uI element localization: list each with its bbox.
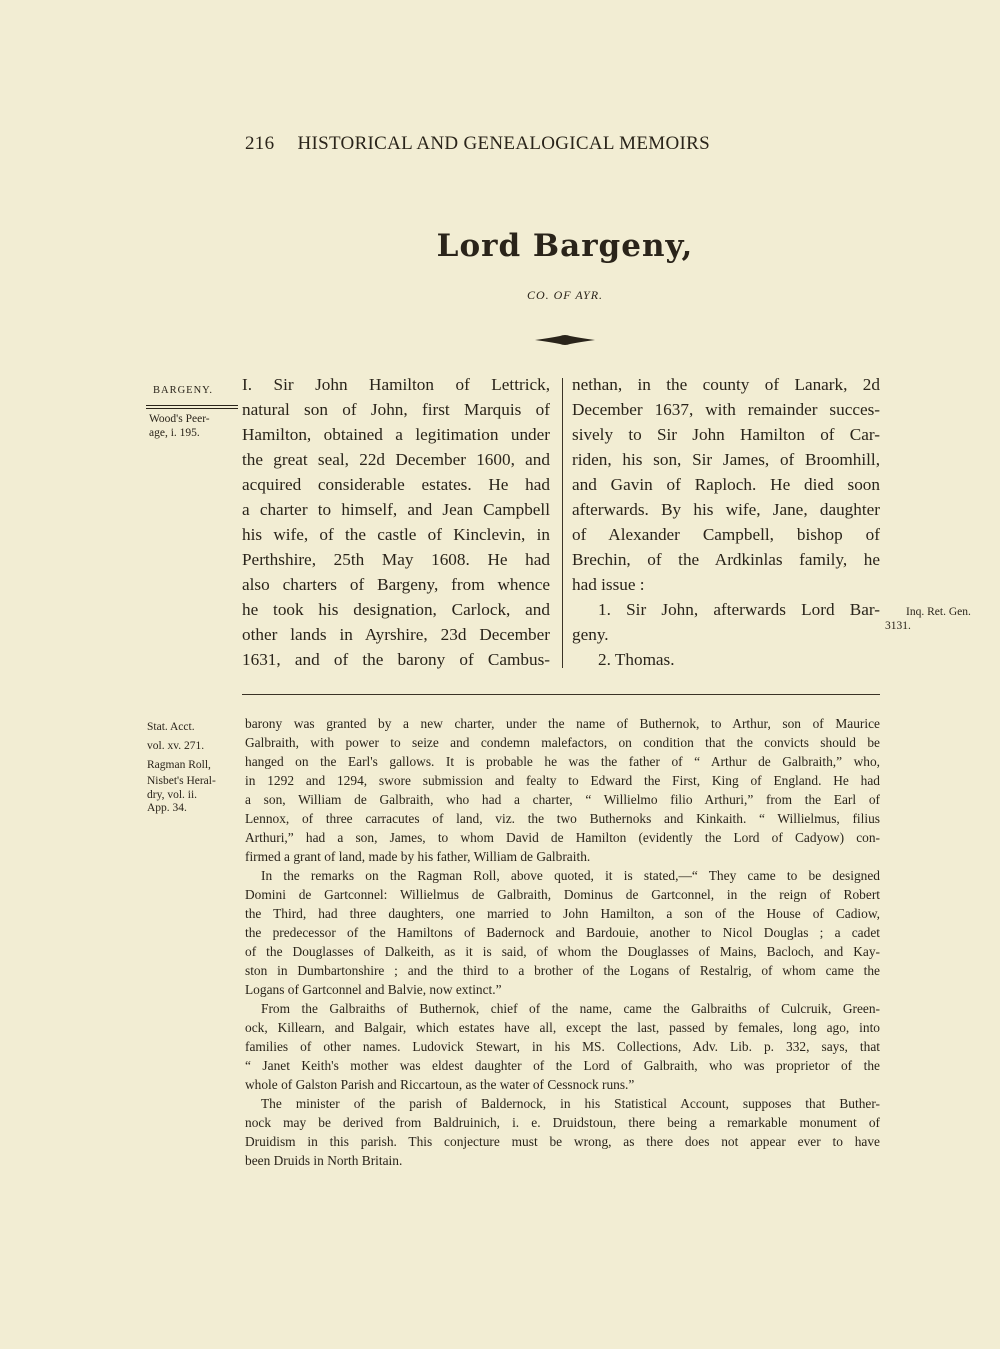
margin-note-line: vol. xv. 271. bbox=[147, 740, 205, 752]
text-line: other lands in Ayrshire, 23d December bbox=[242, 625, 550, 644]
text-line: sively to Sir John Hamilton of Car- bbox=[572, 425, 880, 444]
text-line: riden, his son, Sir James, of Broomhill, bbox=[572, 450, 880, 469]
text-line: a son, William de Galbraith, who had a charter, “ Willielmo filio Arthuri,” from the Earl of bbox=[245, 792, 880, 807]
page-number: 216 bbox=[245, 133, 275, 154]
text-line: From the Galbraiths of Buthernok, chief of the name, came the Galbraiths of Culcruik, Green- bbox=[261, 1001, 880, 1016]
margin-note-inq bbox=[885, 605, 971, 633]
text-line: 1631, and of the barony of Cambus- bbox=[242, 650, 550, 669]
text-line: “ Janet Keith's mother was eldest daughter of the Lord of Galbraith, who was proprietor of the bbox=[245, 1058, 880, 1073]
text-line: also charters of Bargeny, from whence bbox=[242, 575, 550, 594]
text-line: families of other names. Ludovick Stewart, in his MS. Collections, Adv. Lib. p. 332, says, that bbox=[245, 1039, 880, 1054]
text-line: 1. Sir John, afterwards Lord Bar- bbox=[598, 600, 880, 619]
text-line: Perthshire, 25th May 1608. He had bbox=[242, 550, 550, 569]
text-line: natural son of John, first Marquis of bbox=[242, 400, 550, 419]
margin-note-line: Stat. Acct. bbox=[147, 721, 195, 733]
margin-note-line: Nisbet's Heral- bbox=[147, 775, 216, 787]
text-line: had issue : bbox=[572, 575, 645, 594]
text-line: in 1292 and 1294, swore submission and fealty to Edward the First, King of England. He had bbox=[245, 773, 880, 788]
text-line: and Gavin of Raploch. He died soon bbox=[572, 475, 880, 494]
text-line: Lennox, of three carracutes of land, viz. the two Buthernoks and Kinkaith. “ Willielmus, filius bbox=[245, 811, 880, 826]
text-line: the great seal, 22d December 1600, and bbox=[242, 450, 550, 469]
text-line: In the remarks on the Ragman Roll, above quoted, it is stated,—“ They came to be designed bbox=[261, 868, 880, 883]
right-text-column bbox=[572, 372, 880, 672]
text-line: The minister of the parish of Baldernock, in his Statistical Account, supposes that Buther- bbox=[261, 1096, 880, 1111]
ornament-divider-icon bbox=[535, 334, 595, 346]
footnote-block bbox=[245, 714, 880, 1170]
margin-note-bargeny: BARGENY. bbox=[153, 385, 214, 396]
column-divider bbox=[562, 378, 563, 668]
text-line: Logans of Gartconnel and Balvie, now extinct.” bbox=[245, 982, 502, 997]
text-line: afterwards. By his wife, Jane, daughter bbox=[572, 500, 880, 519]
text-line: he took his designation, Carlock, and bbox=[242, 600, 550, 619]
text-line: 2. Thomas. bbox=[598, 650, 675, 669]
margin-note-line: Inq. Ret. Gen. bbox=[906, 606, 971, 618]
text-line: Hamilton, obtained a legitimation under bbox=[242, 425, 550, 444]
margin-note-line: Wood's Peer- bbox=[149, 413, 210, 425]
chapter-title: Lord Bargeny, bbox=[436, 228, 694, 264]
running-header bbox=[245, 133, 710, 155]
text-line: hanged on the Earl's gallows. It is probable he was the father of “ Arthur de Galbraith,” who, bbox=[245, 754, 880, 769]
text-line: of the Douglasses of Dalkeith, as it is said, of whom the Douglasses of Mains, Bacloch, and Kay- bbox=[245, 944, 880, 959]
text-line: Brechin, of the Ardkinlas family, he bbox=[572, 550, 880, 569]
margin-note-woods bbox=[149, 412, 210, 440]
text-line: ock, Killearn, and Balgair, which estates have all, except the last, passed by females, long ago, into bbox=[245, 1020, 880, 1035]
margin-note-ragman bbox=[147, 757, 216, 815]
text-line: Arthuri,” had a son, James, to whom David de Hamilton (evidently the Lord of Cadyow) con- bbox=[245, 830, 880, 845]
text-line: firmed a grant of land, made by his father, William de Galbraith. bbox=[245, 849, 591, 864]
chapter-subtitle: CO. OF AYR. bbox=[526, 288, 604, 302]
text-line: the predecessor of the Hamiltons of Badernock and Bardouie, another to Nicol Douglas ; a cadet bbox=[245, 925, 880, 940]
text-line: ston in Dumbartonshire ; and the third to a brother of the Logans of Restalrig, of whom came the bbox=[245, 963, 880, 978]
margin-note-line: 3131. bbox=[885, 620, 911, 632]
text-line: the Third, had three daughters, one married to John Hamilton, a son of the House of Cadiow, bbox=[245, 906, 880, 921]
text-line: Druidism in this parish. This conjecture must be wrong, as there does not appear ever to have bbox=[245, 1134, 880, 1149]
text-line: nethan, in the county of Lanark, 2d bbox=[572, 375, 880, 394]
text-line: barony was granted by a new charter, under the name of Buthernok, to Arthur, son of Maurice bbox=[245, 716, 880, 731]
running-title: HISTORICAL AND GENEALOGICAL MEMOIRS bbox=[297, 133, 710, 154]
margin-note-line: App. 34. bbox=[147, 802, 187, 814]
text-line: Galbraith, with power to seize and condemn malefactors, on condition that the convicts should be bbox=[245, 735, 880, 750]
margin-note-stat bbox=[147, 718, 204, 756]
text-line: a charter to himself, and Jean Campbell bbox=[242, 500, 550, 519]
text-line: whole of Galston Parish and Riccartoun, as the water of Cessnock runs.” bbox=[245, 1077, 635, 1092]
text-line: nock may be derived from Baldruinich, i. e. Druidstoun, there being a remarkable monument of bbox=[245, 1115, 880, 1130]
text-line: geny. bbox=[572, 625, 609, 644]
text-line: Domini de Gartconnel: Willielmus de Galbraith, Dominus de Gartconnel, in the reign of Robert bbox=[245, 887, 880, 902]
text-line: been Druids in North Britain. bbox=[245, 1153, 403, 1168]
footnote-rule bbox=[242, 694, 880, 695]
margin-note-line: dry, vol. ii. bbox=[147, 789, 198, 801]
margin-rule bbox=[146, 408, 238, 409]
margin-note-line: Ragman Roll, bbox=[147, 759, 211, 771]
text-line: December 1637, with remainder succes- bbox=[572, 400, 880, 419]
text-line: of Alexander Campbell, bishop of bbox=[572, 525, 880, 544]
text-line: acquired considerable estates. He had bbox=[242, 475, 550, 494]
text-line: I. Sir John Hamilton of Lettrick, bbox=[242, 375, 550, 394]
margin-note-line: age, i. 195. bbox=[149, 427, 200, 439]
left-text-column bbox=[242, 372, 550, 672]
text-line: his wife, of the castle of Kinclevin, in bbox=[242, 525, 550, 544]
margin-rule bbox=[146, 405, 238, 406]
